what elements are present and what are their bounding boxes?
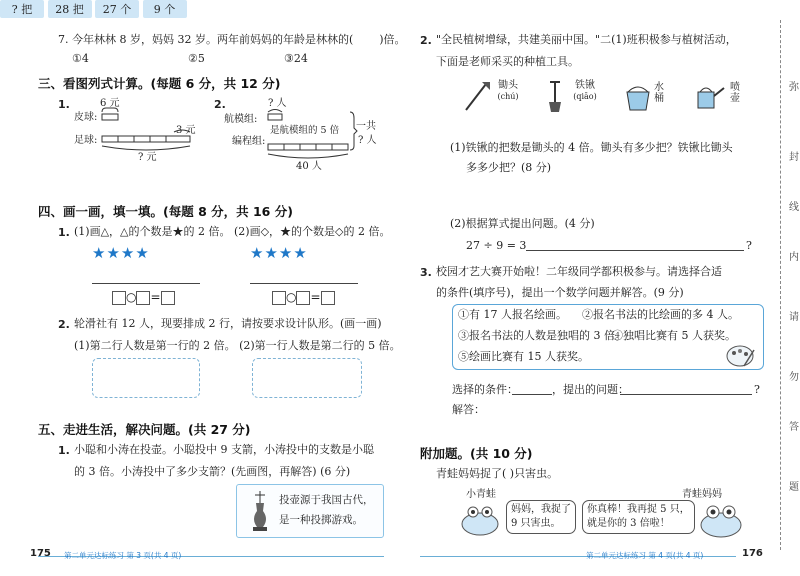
extra-line: 青蛙妈妈捉了( )只害虫。 xyxy=(436,467,559,480)
s4-q1-stars-left: ★★★★ xyxy=(92,244,150,262)
condition-4: ④独唱比赛有 5 人获奖。 xyxy=(612,329,736,342)
right-footer-label: 第二单元达标练习 第 4 页(共 4 页) xyxy=(586,551,704,560)
s3-p1-total: ? 元 xyxy=(138,152,157,163)
section-4-title: 四、画一画，填一填。(每题 8 分，共 16 分) xyxy=(38,204,293,219)
tool-can-count: 9 个 xyxy=(143,0,187,18)
s4-q1-stars-right: ★★★★ xyxy=(250,244,308,262)
left-footer-label: 第二单元达标练习 第 3 页(共 4 页) xyxy=(64,551,182,560)
answer-box[interactable] xyxy=(272,291,286,305)
s3-p2-line-diagram xyxy=(266,106,358,164)
tool-hoe-label: 锄头 (chú) xyxy=(497,80,519,101)
tool-shovel-count: 28 把 xyxy=(48,0,92,18)
bubble-small-frog: 妈妈，我捉了 9 只害虫。 xyxy=(506,500,576,534)
watering-can-icon xyxy=(692,84,726,112)
s4-q2-sub: (1)第二行人数是第一行的 2 倍。 (2)第一行人数是第二行的 5 倍。 xyxy=(74,339,401,352)
r-q2-sub2: (2)根据算式提出问题。(4 分) xyxy=(450,217,595,230)
s3-p1-price-right: 3 元 xyxy=(176,125,196,136)
s4-q2-draw-area-1[interactable] xyxy=(92,358,200,398)
extra-title: 附加题。(共 10 分) xyxy=(420,446,533,461)
seal-char: 封 xyxy=(789,152,799,163)
r-q2-sub1-line1: (1)铁锹的把数是锄头的 4 倍。锄头有多少把？铁锹比锄头 xyxy=(450,141,733,154)
q7-text: 7. 今年林林 8 岁，妈妈 32 岁。两年前妈妈的年龄是林林的( )倍。 xyxy=(58,33,406,46)
s3-p2-brace-note: 是航模组的 5 倍 xyxy=(270,125,340,136)
tool-bucket-count: 27 个 xyxy=(95,0,139,18)
seal-char: 弥 xyxy=(789,82,799,93)
r-q2-line2: 下面是老师采买的种植工具。 xyxy=(436,55,579,68)
s4-q1-draw-line-left[interactable] xyxy=(92,283,200,284)
ask-label: ，提出的问题： xyxy=(552,383,629,396)
seal-char: 线 xyxy=(789,202,799,213)
touhu-note-line1: 投壶源于我国古代， xyxy=(279,494,374,506)
palette-icon xyxy=(726,344,756,368)
r-q3-num: 3. xyxy=(420,266,432,279)
frog-small-label: 小青蛙 xyxy=(466,489,496,500)
s3-p2-side2: ? 人 xyxy=(358,135,377,146)
s5-q1-num: 1. xyxy=(58,444,70,457)
ask-line[interactable] xyxy=(620,394,752,395)
pot-icon xyxy=(245,489,275,535)
tool-can-label: 喷壶 xyxy=(730,82,740,104)
s3-p1-row2: 足球: xyxy=(74,135,98,146)
s3-p2-top: ? 人 xyxy=(268,98,287,109)
s3-p2-bottom: 40 人 xyxy=(296,161,322,172)
s3-p1-price-top: 6 元 xyxy=(100,98,120,109)
choose-line[interactable] xyxy=(512,394,552,395)
r-q3-line2: 的条件(填序号)，提出一个数学问题并解答。(9 分) xyxy=(436,286,684,299)
q7-option-3: ③24 xyxy=(284,52,308,65)
r-q2-line1: "全民植树增绿，共建美丽中国。"二(1)班积极参与植树活动， xyxy=(436,33,737,46)
tool-shovel-label: 铁锹 (qiāo) xyxy=(573,80,597,101)
tool-hoe-count: ? 把 xyxy=(0,0,44,18)
answer-box[interactable] xyxy=(112,291,126,305)
seal-char: 题 xyxy=(789,482,799,493)
condition-2: ②报名书法的比绘画的多 4 人。 xyxy=(582,308,739,321)
s5-q1-line1: 小聪和小涛在投壶。小聪投中 9 支箭，小涛投中的支数是小聪 xyxy=(74,443,374,456)
touhu-note-line2: 是一种投掷游戏。 xyxy=(279,514,363,526)
q7-option-1: ①4 xyxy=(72,52,89,65)
s4-q2-text: 轮滑社有 12 人，现要排成 2 行，请按要求设计队形。(画一画) xyxy=(74,317,382,330)
seal-char: 答 xyxy=(789,422,799,433)
s4-q1-equation-right: ○ = xyxy=(272,290,335,305)
frog-mom-label: 青蛙妈妈 xyxy=(682,489,722,500)
s4-q1-num: 1. xyxy=(58,226,70,239)
seal-char: 请 xyxy=(789,312,799,323)
bubble-mom-frog: 你真棒！我再捉 5 只， 就是你的 3 倍啦！ xyxy=(582,500,695,534)
s3-p2-num: 2. xyxy=(214,98,226,111)
section-5-title: 五、走进生活，解决问题。(共 27 分) xyxy=(38,422,251,437)
q7-option-2: ②5 xyxy=(188,52,205,65)
s3-p2-row1: 航模组: xyxy=(224,114,258,125)
bucket-icon xyxy=(624,84,652,112)
s3-p2-row2: 编程组: xyxy=(232,136,266,147)
s4-q1-text: (1)画△，△的个数是★的 2 倍。 (2)画◇，★的个数是◇的 2 倍。 xyxy=(74,225,391,238)
mom-frog-icon xyxy=(696,500,746,540)
answer-box[interactable] xyxy=(161,291,175,305)
answer-label: 解答： xyxy=(452,403,485,416)
r-q3-line1: 校园才艺大赛开始啦！二年级同学都积极参与。请选择合适 xyxy=(436,265,722,278)
choose-label: 选择的条件： xyxy=(452,383,518,396)
s4-q1-draw-line-right[interactable] xyxy=(250,283,358,284)
answer-box[interactable] xyxy=(296,291,310,305)
left-page-number: 175 xyxy=(30,548,51,559)
s3-p1-num: 1. xyxy=(58,98,70,111)
s4-q2-num: 2. xyxy=(58,318,70,331)
r-q2-qmark: ? xyxy=(746,239,752,252)
condition-1: ①有 17 人报名绘画。 xyxy=(458,308,567,321)
seal-column xyxy=(776,0,800,576)
r-q3-qmark: ? xyxy=(754,383,760,396)
seal-dashed-line xyxy=(780,20,781,550)
r-q2-question-line[interactable] xyxy=(526,250,744,251)
hoe-icon xyxy=(462,80,492,112)
s3-p1-row1: 皮球: xyxy=(74,112,98,123)
condition-5: ⑤绘画比赛有 15 人获奖。 xyxy=(458,350,589,363)
shovel-icon xyxy=(544,80,566,114)
s5-q1-line2: 的 3 倍。小涛投中了多少支箭？(先画图，再解答) (6 分) xyxy=(74,465,351,478)
s3-p1-line-diagram xyxy=(100,106,196,154)
answer-box[interactable] xyxy=(136,291,150,305)
s4-q1-equation-left: ○ = xyxy=(112,290,175,305)
small-frog-icon xyxy=(458,502,504,538)
r-q2-sub1-line2: 多多少把？(8 分) xyxy=(466,161,552,174)
tool-bucket-label: 水桶 xyxy=(654,82,664,104)
answer-box[interactable] xyxy=(321,291,335,305)
section-3-title: 三、看图列式计算。(每题 6 分，共 12 分) xyxy=(38,76,281,91)
s3-p2-side1: 一共 xyxy=(356,121,376,132)
right-page-number: 176 xyxy=(742,548,763,559)
condition-3: ③报名书法的人数是独唱的 3 倍。 xyxy=(458,329,626,342)
seal-char: 内 xyxy=(789,252,799,263)
seal-char: 勿 xyxy=(789,372,799,383)
r-q2-formula: 27 ÷ 9 = 3 xyxy=(466,239,527,252)
r-q2-num: 2. xyxy=(420,34,432,47)
touhu-note-card xyxy=(236,484,384,538)
s4-q2-draw-area-2[interactable] xyxy=(252,358,362,398)
